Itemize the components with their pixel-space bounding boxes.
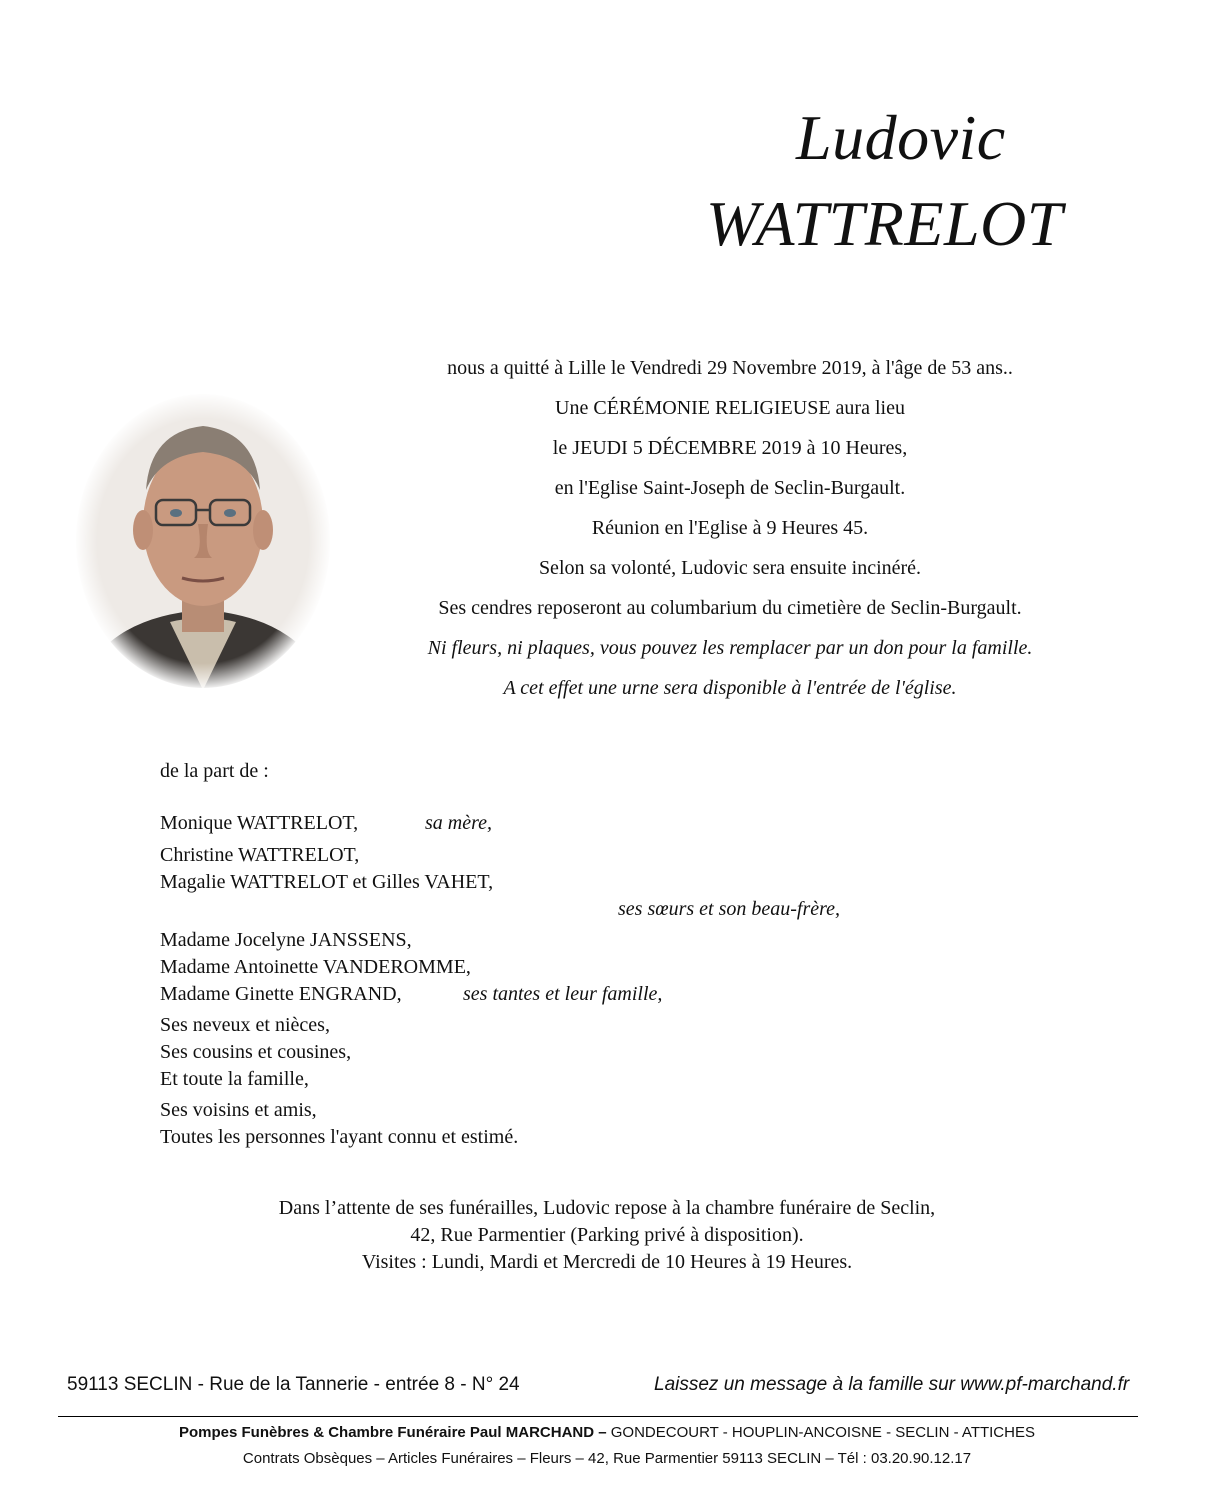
family-member: Toutes les personnes l'ayant connu et estimé. <box>160 1126 519 1148</box>
funeral-home-info <box>0 1195 1214 1276</box>
family-member: Et toute la famille, <box>160 1068 309 1090</box>
family-member: Monique WATTRELOT, <box>160 812 359 834</box>
portrait-photo <box>74 392 332 690</box>
company-locations: GONDECOURT - HOUPLIN-ANCOISNE - SECLIN - ATTICHES <box>606 1424 1035 1441</box>
family-member: Christine WATTRELOT, <box>160 844 360 866</box>
family-member: Ses neveux et nièces, <box>160 1014 330 1036</box>
announcement-line: le JEUDI 5 DÉCEMBRE 2019 à 10 Heures, <box>552 437 908 459</box>
footer-address: 59113 SECLIN - Rue de la Tannerie - entrée 8 - N° 24 <box>67 1374 520 1395</box>
footer-divider <box>58 1416 1138 1417</box>
deceased-first-name: Ludovic <box>796 102 1006 173</box>
funeral-home-line: Dans l’attente de ses funérailles, Ludovic repose à la chambre funéraire de Seclin, <box>278 1197 936 1219</box>
announcement-line: Selon sa volonté, Ludovic sera ensuite incinéré. <box>538 557 922 579</box>
family-member: Ses cousins et cousines, <box>160 1041 352 1063</box>
announcement-note: A cet effet une urne sera disponible à l'entrée de l'église. <box>503 677 957 699</box>
family-member: Magalie WATTRELOT et Gilles VAHET, <box>160 871 494 893</box>
company-name: Pompes Funèbres & Chambre Funéraire Paul MARCHAND – <box>179 1424 607 1441</box>
announcement-block <box>360 352 1100 712</box>
announcement-line: Réunion en l'Eglise à 9 Heures 45. <box>591 517 869 539</box>
deceased-last-name: WATTRELOT <box>706 188 1063 259</box>
family-intro: de la part de : <box>160 760 269 782</box>
announcement-line: Ses cendres reposeront au columbarium du cimetière de Seclin-Burgault. <box>438 597 1022 619</box>
funeral-home-line: 42, Rue Parmentier (Parking privé à disposition). <box>410 1224 804 1246</box>
footer-services: Contrats Obsèques – Articles Funéraires – Fleurs – 42, Rue Parmentier 59113 SECLIN – Tél : 03.20.90.12.17 <box>242 1450 972 1467</box>
family-member: Madame Jocelyne JANSSENS, <box>160 929 412 951</box>
announcement-note: Ni fleurs, ni plaques, vous pouvez les remplacer par un don pour la famille. <box>427 637 1033 659</box>
family-relation: ses tantes et leur famille, <box>463 983 663 1005</box>
announcement-line: Une CÉRÉMONIE RELIGIEUSE aura lieu <box>555 397 905 419</box>
footer-company <box>0 1424 1214 1441</box>
family-member: Madame Ginette ENGRAND, <box>160 983 402 1005</box>
family-relation: ses sœurs et son beau-frère, <box>618 898 841 920</box>
announcement-line: en l'Eglise Saint-Joseph de Seclin-Burgault. <box>554 477 906 499</box>
announcement-line: nous a quitté à Lille le Vendredi 29 Novembre 2019, à l'âge de 53 ans.. <box>447 357 1013 379</box>
family-member: Madame Antoinette VANDEROMME, <box>160 956 471 978</box>
footer-message-link[interactable]: Laissez un message à la famille sur www.pf-marchand.fr <box>654 1374 1130 1395</box>
funeral-home-line: Visites : Lundi, Mardi et Mercredi de 10 Heures à 19 Heures. <box>361 1251 853 1273</box>
family-member: Ses voisins et amis, <box>160 1099 317 1121</box>
family-relation: sa mère, <box>425 812 493 834</box>
